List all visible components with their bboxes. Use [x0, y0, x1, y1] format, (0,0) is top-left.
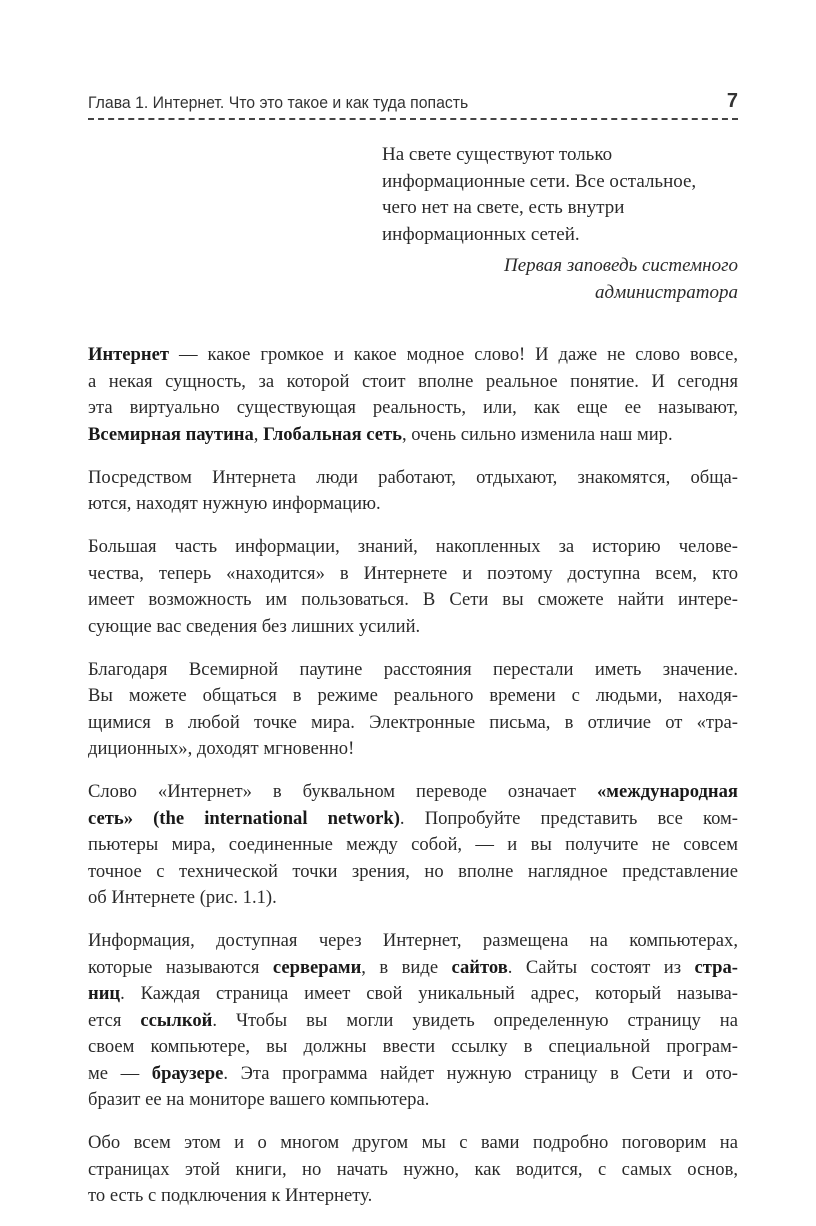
- text-span: страницах этой книги, но начать нужно, как водится, с самых основ,: [88, 1158, 738, 1180]
- text-line: [88, 491, 738, 518]
- text-span: . Сайты состоят из: [507, 956, 695, 978]
- paragraph: [88, 465, 738, 518]
- paragraph: [88, 928, 738, 1114]
- text-span: точное с технической точки зрения, но вполне наглядное представление: [88, 860, 738, 882]
- text-span: Слово «Интернет» в буквальном переводе означает: [88, 781, 597, 802]
- text-line: [88, 342, 738, 369]
- text-span: диционных», доходят мгновенно!: [88, 738, 355, 759]
- text-span: Большая часть информации, знаний, накопленных за историю челове-: [88, 536, 738, 557]
- bold-term: Глобальная сеть: [263, 423, 402, 445]
- text-span: Обо всем этом и о многом другом мы с вами подробно поговорим на: [88, 1132, 738, 1153]
- epigraph: [382, 142, 738, 306]
- bold-term: Интернет: [88, 344, 170, 365]
- text-line: [88, 1157, 738, 1184]
- bold-term: стра-: [694, 956, 738, 978]
- bold-term: «международная: [597, 781, 738, 802]
- text-span: ется: [88, 1009, 141, 1031]
- text-line: [88, 657, 738, 684]
- bold-term: ниц: [88, 983, 121, 1004]
- text-span: Информация, доступная через Интернет, размещена на компьютерах,: [88, 930, 738, 951]
- paragraph: [88, 1130, 738, 1210]
- text-line: [88, 885, 738, 912]
- paragraph: [88, 534, 738, 640]
- text-span: сующие вас сведения без лишних усилий.: [88, 615, 421, 637]
- epigraph-line: информационные сети. Все остальное,: [382, 170, 697, 192]
- text-span: . Попробуйте представить все ком-: [399, 807, 738, 829]
- bold-term: браузере: [151, 1062, 224, 1084]
- text-line: [88, 859, 738, 886]
- text-line: [88, 806, 738, 833]
- paragraph: [88, 657, 738, 763]
- text-line: [88, 422, 738, 449]
- text-span: . Эта программа найдет нужную страницу в Сети и ото-: [223, 1062, 738, 1084]
- text-span: Благодаря Всемирной паутине расстояния перестали иметь значение.: [88, 658, 738, 680]
- text-line: [88, 369, 738, 396]
- text-span: чества, теперь «находится» в Интернете и поэтому доступна всем, кто: [88, 562, 738, 584]
- text-span: ме —: [88, 1062, 152, 1084]
- epigraph-line: информационных сетей.: [382, 223, 580, 245]
- text-line: [88, 1061, 738, 1088]
- page-number: 7: [726, 90, 738, 112]
- bold-term: ссылкой: [140, 1009, 213, 1031]
- text-line: [88, 981, 738, 1008]
- text-line: [88, 587, 738, 614]
- bold-term: серверами: [272, 956, 362, 978]
- text-span: . Чтобы вы могли увидеть определенную страницу на: [212, 1009, 738, 1031]
- text-span: эта виртуально существующая реальность, или, как еще ее называют,: [88, 397, 738, 418]
- epigraph-line: На свете существуют только: [382, 144, 613, 165]
- text-span: — какое громкое и какое модное слово! И даже не слово вовсе,: [169, 344, 738, 365]
- text-line: [88, 955, 738, 982]
- text-span: которые называются: [88, 956, 273, 978]
- text-span: то есть с подключения к Интернету.: [88, 1185, 373, 1206]
- text-span: а некая сущность, за которой стоит вполне реальное понятие. И сегодня: [88, 370, 738, 392]
- text-line: [88, 1087, 738, 1114]
- text-span: Вы можете общаться в режиме реального времени с людьми, находя-: [88, 685, 738, 706]
- text-line: [88, 614, 738, 641]
- text-span: пьютеры мира, соединенные между собой, — и вы получите не совсем: [88, 834, 738, 855]
- text-line: [88, 561, 738, 588]
- text-line: [88, 534, 738, 561]
- text-span: щимися в любой точке мира. Электронные письма, в отличие от «тра-: [88, 711, 738, 733]
- running-header: [88, 90, 738, 120]
- attribution-line: Первая заповедь системного: [504, 255, 738, 276]
- text-line: [88, 928, 738, 955]
- bold-term: сеть» (the international network): [88, 807, 400, 829]
- text-line: [88, 395, 738, 422]
- text-line: [88, 1183, 738, 1210]
- text-span: имеет возможность им пользоваться. В Сети вы сможете найти интере-: [88, 589, 738, 610]
- text-line: [88, 683, 738, 710]
- text-line: [88, 779, 738, 806]
- text-line: [88, 832, 738, 859]
- text-line: [88, 710, 738, 737]
- bold-term: сайтов: [451, 956, 508, 978]
- text-line: [88, 1034, 738, 1061]
- text-line: [88, 1130, 738, 1157]
- text-line: [88, 465, 738, 492]
- text-line: [88, 1008, 738, 1035]
- epigraph-attribution: [382, 253, 738, 306]
- text-span: об Интернете (рис. 1.1).: [88, 887, 277, 908]
- text-span: ются, находят нужную информацию.: [88, 493, 381, 514]
- body-text: [88, 342, 738, 1226]
- text-line: [88, 736, 738, 763]
- text-span: . Каждая страница имеет свой уникальный адрес, который называ-: [120, 983, 738, 1004]
- text-span: бразит ее на мониторе вашего компьютера.: [88, 1089, 430, 1110]
- text-span: , в виде: [361, 956, 452, 978]
- text-span: ,: [253, 423, 264, 445]
- paragraph: [88, 779, 738, 912]
- paragraph: [88, 342, 738, 448]
- bold-term: Всемирная паутина: [88, 423, 254, 445]
- text-span: своем компьютере, вы должны ввести ссылку в специальной програм-: [88, 1036, 738, 1057]
- epigraph-line: чего нет на свете, есть внутри: [382, 197, 625, 218]
- attribution-line: администратора: [594, 281, 738, 303]
- chapter-title: Глава 1. Интернет. Что это такое и как туда попасть: [88, 93, 469, 112]
- text-span: , очень сильно изменила наш мир.: [402, 423, 673, 445]
- text-span: Посредством Интернета люди работают, отдыхают, знакомятся, обща-: [88, 466, 738, 488]
